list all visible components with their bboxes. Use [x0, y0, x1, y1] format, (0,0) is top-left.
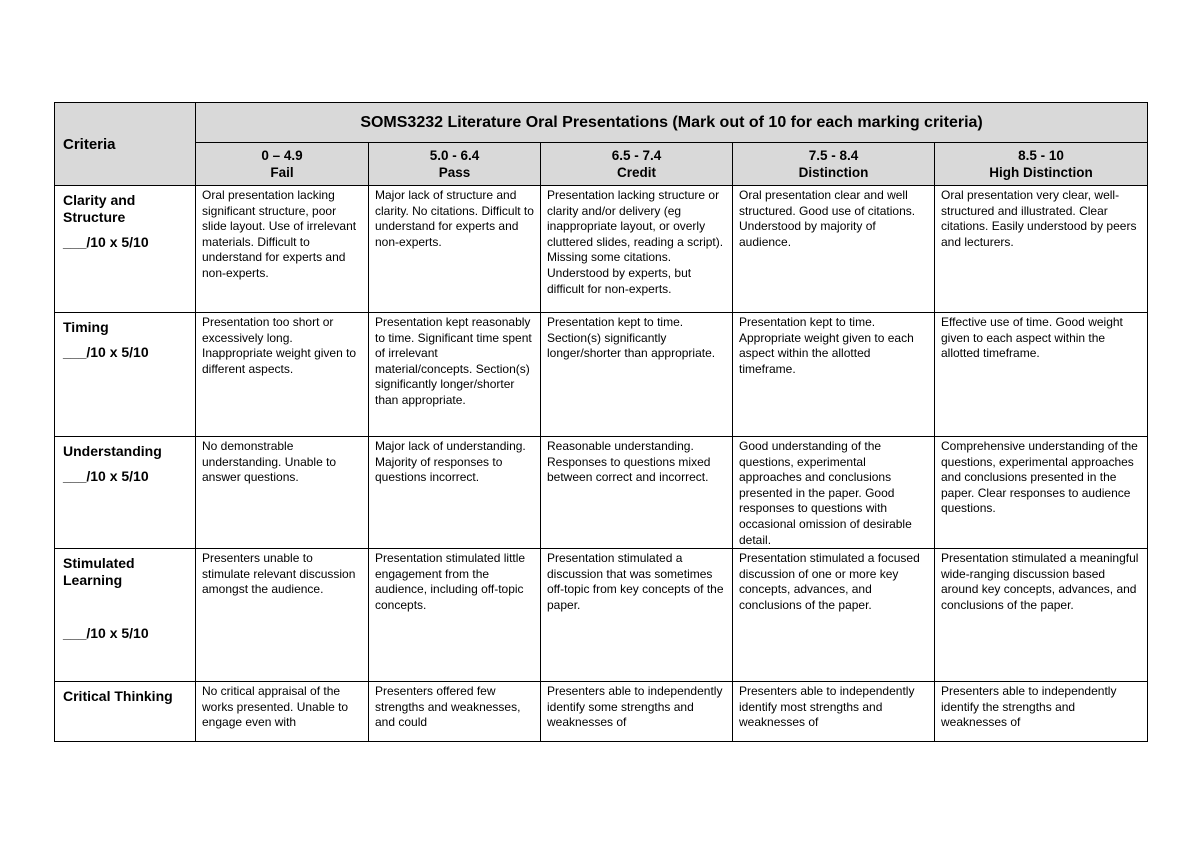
table-row	[55, 437, 1148, 549]
pass-descriptor: Major lack of structure and clarity. No citations. Difficult to understand for experts and non-experts.	[369, 186, 541, 313]
criterion-cell	[55, 549, 196, 682]
band-header-row	[55, 143, 1148, 186]
pass-descriptor: Presentation kept reasonably to time. Significant time spent of irrelevant material/concepts. Section(s) significantly longer/shorter than appropriate.	[369, 313, 541, 437]
credit-descriptor: Presenters able to independently identify some strengths and weaknesses of	[541, 682, 733, 742]
table-row	[55, 549, 1148, 682]
table-row	[55, 682, 1148, 742]
criterion-cell	[55, 682, 196, 742]
criterion-mark: ___/10 x 5/10	[63, 625, 149, 642]
fail-descriptor: No critical appraisal of the works presented. Unable to engage even with	[196, 682, 369, 742]
credit-descriptor: Presentation stimulated a discussion that was sometimes off-topic from key concepts of the paper.	[541, 549, 733, 682]
band-label: Fail	[270, 165, 294, 180]
band-range: 0 – 4.9	[261, 148, 303, 163]
header-row	[55, 103, 1148, 143]
band-pass-header	[369, 143, 541, 186]
criterion-name: Timing	[63, 319, 109, 335]
table-row	[55, 186, 1148, 313]
fail-descriptor: Presenters unable to stimulate relevant discussion amongst the audience.	[196, 549, 369, 682]
criterion-mark: ___/10 x 5/10	[63, 468, 149, 484]
criterion-name: Stimulated Learning	[63, 555, 135, 589]
band-label: Pass	[438, 165, 471, 180]
fail-descriptor: Presentation too short or excessively long. Inappropriate weight given to different aspects.	[196, 313, 369, 437]
high-distinction-descriptor: Oral presentation very clear, well-structured and illustrated. Clear citations. Easily understood by peers and lecturers.	[935, 186, 1148, 313]
table-row	[55, 313, 1148, 437]
pass-descriptor: Presentation stimulated little engagement from the audience, including off-topic concepts.	[369, 549, 541, 682]
fail-descriptor: Oral presentation lacking significant structure, poor slide layout. Use of irrelevant materials. Difficult to understand for experts and non-experts.	[196, 186, 369, 313]
criterion-mark: ___/10 x 5/10	[63, 344, 149, 360]
pass-descriptor: Major lack of understanding. Majority of responses to questions incorrect.	[369, 437, 541, 549]
band-distinction-header	[733, 143, 935, 186]
band-range: 6.5 - 7.4	[611, 148, 662, 163]
band-range: 7.5 - 8.4	[808, 148, 859, 163]
band-range: 8.5 - 10	[1018, 148, 1064, 163]
credit-descriptor: Presentation kept to time. Section(s) significantly longer/shorter than appropriate.	[541, 313, 733, 437]
band-label: Distinction	[798, 165, 869, 180]
high-distinction-descriptor: Effective use of time. Good weight given to each aspect within the allotted timeframe.	[935, 313, 1148, 437]
criterion-cell	[55, 313, 196, 437]
pass-descriptor: Presenters offered few strengths and weaknesses, and could	[369, 682, 541, 742]
criterion-name: Understanding	[63, 443, 162, 459]
band-fail-header	[196, 143, 369, 186]
credit-descriptor: Reasonable understanding. Responses to questions mixed between correct and incorrect.	[541, 437, 733, 549]
criterion-mark: ___/10 x 5/10	[63, 234, 149, 250]
fail-descriptor: No demonstrable understanding. Unable to answer questions.	[196, 437, 369, 549]
band-high-distinction-header	[935, 143, 1148, 186]
credit-descriptor: Presentation lacking structure or clarity and/or delivery (eg inappropriate layout, or overly cluttered slides, reading a script). Missing some citations. Understood by experts, but difficult for non-experts.	[541, 186, 733, 313]
rubric-title: SOMS3232 Literature Oral Presentations (Mark out of 10 for each marking criteria)	[196, 103, 1148, 143]
criterion-cell	[55, 437, 196, 549]
band-credit-header	[541, 143, 733, 186]
criteria-header: Criteria	[55, 103, 196, 186]
band-range: 5.0 - 6.4	[429, 148, 480, 163]
distinction-descriptor: Presentation kept to time. Appropriate weight given to each aspect within the allotted timeframe.	[733, 313, 935, 437]
high-distinction-descriptor: Presentation stimulated a meaningful wide-ranging discussion based around key concepts, advances, and conclusions of the paper.	[935, 549, 1148, 682]
high-distinction-descriptor: Comprehensive understanding of the questions, experimental approaches and conclusions presented in the paper. Clear responses to audience questions.	[935, 437, 1148, 549]
band-label: High Distinction	[989, 165, 1093, 180]
criterion-cell	[55, 186, 196, 313]
band-label: Credit	[616, 165, 656, 180]
criterion-name: Critical Thinking	[63, 688, 173, 705]
distinction-descriptor: Oral presentation clear and well structured. Good use of citations. Understood by majority of audience.	[733, 186, 935, 313]
rubric-table	[54, 102, 1148, 742]
distinction-descriptor: Good understanding of the questions, experimental approaches and conclusions presented in the paper. Good responses to questions with occasional omission of desirable detail.	[733, 437, 935, 549]
criterion-name: Clarity and Structure	[63, 192, 136, 225]
distinction-descriptor: Presentation stimulated a focused discussion of one or more key concepts, advances, and conclusions of the paper.	[733, 549, 935, 682]
distinction-descriptor: Presenters able to independently identify most strengths and weaknesses of	[733, 682, 935, 742]
high-distinction-descriptor: Presenters able to independently identify the strengths and weaknesses of	[935, 682, 1148, 742]
